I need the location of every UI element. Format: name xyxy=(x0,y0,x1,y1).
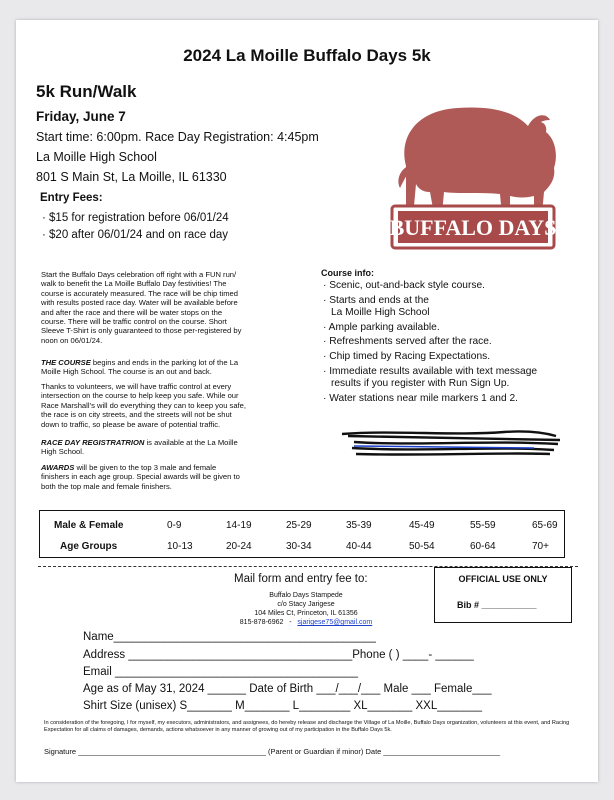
table-label: Male & Female xyxy=(54,520,124,531)
course-paragraph: THE COURSE begins and ends in the parking lot of the La Moille High School. The course is an out and back. xyxy=(41,358,239,377)
page-title: 2024 La Moille Buffalo Days 5k xyxy=(183,46,431,65)
list-item: La Moille High School xyxy=(331,307,430,319)
table-cell: 14-19 xyxy=(226,520,252,531)
intro-paragraph: Start the Buffalo Days celebration off right with a FUN run/ walk to benefit the La Moille Buffalo Day festivities! The course is accurately measured. The race will be chip timed with results posted race day. Water will be available before and after the race and there will be water stops on the course. There will be traffic control on the course. Short Sleeve T-Shirt is only guaranteed to those per-registered by noon on 06/01/24. xyxy=(41,270,242,345)
course-info-list xyxy=(323,280,573,405)
table-label: Age Groups xyxy=(60,541,118,552)
table-cell: 55-59 xyxy=(470,520,496,531)
list-item: · Refreshments served after the race. xyxy=(323,336,492,348)
course-info-heading: Course info: xyxy=(321,268,374,278)
mail-heading: Mail form and entry fee to: xyxy=(234,573,368,585)
flyer-page xyxy=(16,20,598,782)
table-cell: 25-29 xyxy=(286,520,312,531)
list-item: · Immediate results available with text message xyxy=(323,365,538,377)
table-cell: 65-69 xyxy=(532,520,558,531)
list-item: · Ample parking available. xyxy=(323,321,440,333)
address-phone-field[interactable]: Address ___________________________________Phone ( ) ____- ______ xyxy=(83,649,474,661)
event-name: 5k Run/Walk xyxy=(36,82,137,101)
list-item: · Chip timed by Racing Expectations. xyxy=(323,350,491,362)
list-item: · Water stations near mile markers 1 and 2. xyxy=(323,392,518,404)
location-name: La Moille High School xyxy=(36,150,157,164)
table-cell: 35-39 xyxy=(346,520,372,531)
email-field[interactable]: Email ______________________________________ xyxy=(83,666,358,678)
fee-item: · $20 after 06/01/24 and on race day xyxy=(42,229,229,241)
table-cell: 70+ xyxy=(532,541,549,552)
email-link[interactable]: sjarigese75@gmail.com xyxy=(297,619,373,626)
entry-fees-heading: Entry Fees: xyxy=(40,192,103,204)
safety-paragraph: Thanks to volunteers, we will have traffic control at every intersection on the course to help keep you safe. While our Race Marshall’s will do everything they can to keep you safe, the race is on city streets, and the streets will not be shut down to traffic, so please be aware of potential traffic. xyxy=(41,382,246,429)
event-date: Friday, June 7 xyxy=(36,109,126,124)
name-field[interactable]: Name_________________________________________ xyxy=(83,631,376,643)
registration-paragraph: RACE DAY REGISTRATRION is available at the La Moille High School. xyxy=(41,438,238,457)
location-address: 801 S Main St, La Moille, IL 61330 xyxy=(36,170,227,184)
list-item: results if you register with Run Sign Up. xyxy=(331,378,510,390)
table-cell: 60-64 xyxy=(470,541,496,552)
awards-paragraph: AWARDS will be given to the top 3 male and female finishers in each age group. Special awards will be given to both the top male and female finishers. xyxy=(41,463,240,491)
logo-text: BUFFALO DAYS xyxy=(389,215,557,240)
bison-icon xyxy=(398,108,556,216)
list-item: · Starts and ends at the xyxy=(323,294,429,306)
shirt-size-field[interactable]: Shirt Size (unisex) S_______ M_______ L________ XL_______ XXL_______ xyxy=(83,700,482,712)
signature-line[interactable]: Signature _____________________________________________ (Parent or Guardian if minor) Date ____________________________ xyxy=(44,747,501,756)
bib-number-field: Bib # ___________ xyxy=(457,600,537,610)
fee-item: · $15 for registration before 06/01/24 xyxy=(42,212,229,224)
table-cell: 10-13 xyxy=(167,541,193,552)
buffalo-days-logo xyxy=(378,96,568,254)
table-cell: 30-34 xyxy=(286,541,312,552)
age-dob-gender-field[interactable]: Age as of May 31, 2024 ______ Date of Birth ___/___/___ Male ___ Female___ xyxy=(83,683,492,695)
table-cell: 20-24 xyxy=(226,541,252,552)
mail-address: Buffalo Days Stampede c/o Stacy Jarigese 104 Miles Ct, Princeton, IL 61356 815-878-6962 - sjarigese75@gmail.com xyxy=(239,592,373,626)
list-item: · Scenic, out-and-back style course. xyxy=(323,280,485,291)
age-groups-table xyxy=(39,510,565,558)
table-cell: 50-54 xyxy=(409,541,435,552)
waiver-text: In consideration of the foregoing, I for myself, my executors, administrators, and assignees, do hereby release and discharge the Village of La Moille, Buffalo Days organization, volunteers at this event, and Racing Expectation for all claims of damages, demands, actions whatsoever in any manner of growing out of my participation in the Buffalo Days 5k. xyxy=(44,720,570,734)
start-time: Start time: 6:00pm. Race Day Registration: 4:45pm xyxy=(36,130,319,144)
table-cell: 45-49 xyxy=(409,520,435,531)
table-cell: 0-9 xyxy=(167,520,182,531)
scribbled-out-text xyxy=(334,428,564,458)
official-use-title: OFFICIAL USE ONLY xyxy=(458,574,548,584)
official-use-box xyxy=(434,567,572,623)
table-cell: 40-44 xyxy=(346,541,372,552)
